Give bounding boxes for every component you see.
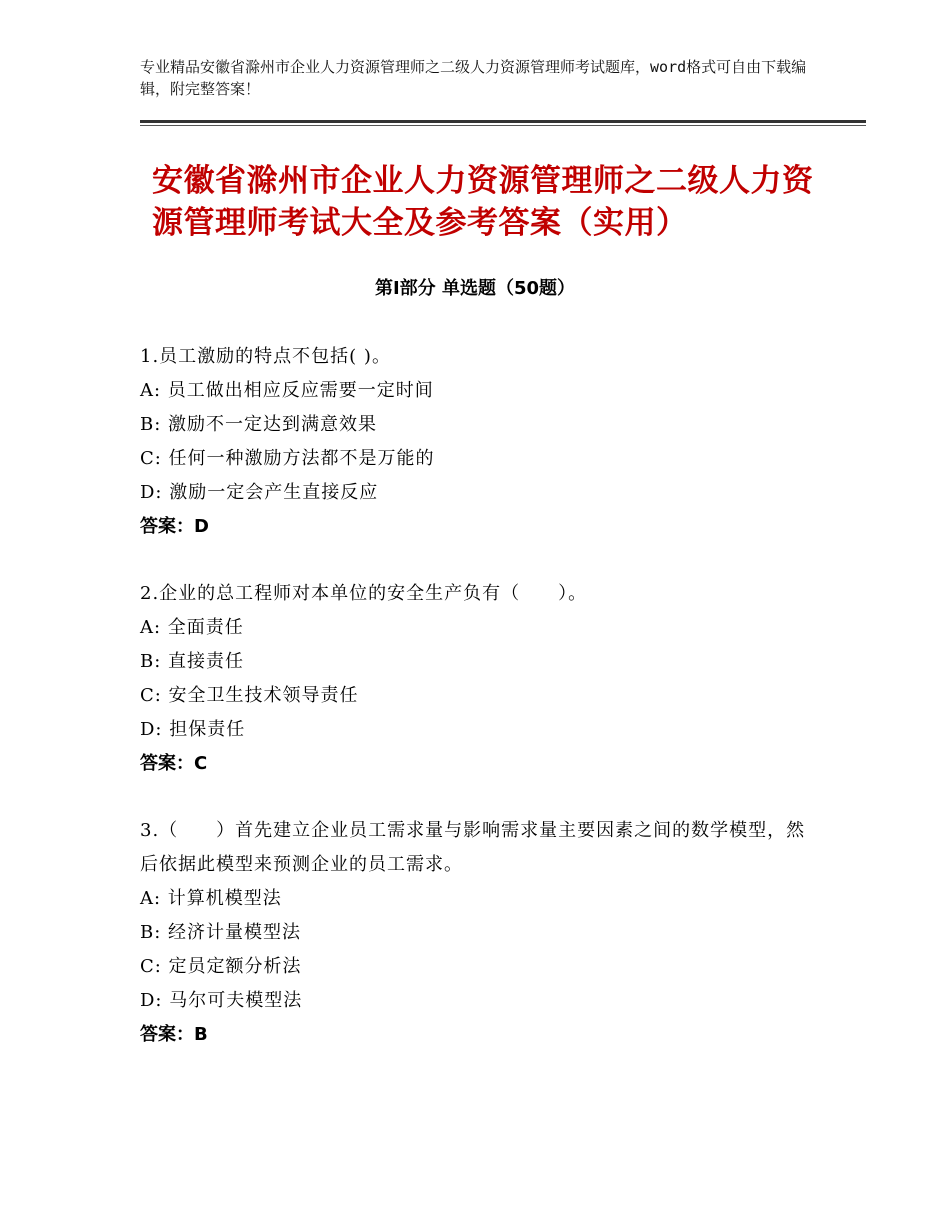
option-d: D: 马尔可夫模型法	[140, 990, 303, 1011]
document-title: 安徽省滁州市企业人力资源管理师之二级人力资源管理师考试大全及参考答案（实用）	[152, 163, 814, 241]
section-heading: 第Ⅰ部分 单选题（50题）	[374, 278, 575, 299]
question-stem: 2.企业的总工程师对本单位的安全生产负有（ ）。	[140, 583, 588, 604]
question-stem: 1.员工激励的特点不包括( )。	[140, 346, 391, 367]
question-3	[140, 814, 820, 1052]
option-d: D: 担保责任	[140, 719, 246, 740]
option-c: C: 定员定额分析法	[140, 956, 302, 977]
header-note: 专业精品安徽省滁州市企业人力资源管理师之二级人力资源管理师考试题库，word格式可自由下载编辑，附完整答案！	[140, 58, 807, 98]
option-c: C: 安全卫生技术领导责任	[140, 685, 359, 706]
option-b: B: 经济计量模型法	[140, 922, 302, 943]
header-divider-thin	[140, 125, 866, 126]
option-d: D: 激励一定会产生直接反应	[140, 482, 379, 503]
option-b: B: 激励不一定达到满意效果	[140, 414, 378, 435]
answer: 答案：C	[140, 753, 208, 774]
question-list	[140, 340, 820, 1085]
option-c: C: 任何一种激励方法都不是万能的	[140, 448, 435, 469]
question-2	[140, 577, 820, 781]
header-divider-thick	[140, 120, 866, 123]
answer: 答案：D	[140, 516, 209, 537]
option-a: A: 员工做出相应反应需要一定时间	[140, 380, 434, 401]
question-stem: 3.（ ）首先建立企业员工需求量与影响需求量主要因素之间的数学模型，然后依据此模型来预测企业的员工需求。	[140, 820, 806, 875]
question-1	[140, 340, 820, 544]
option-a: A: 计算机模型法	[140, 888, 282, 909]
option-b: B: 直接责任	[140, 651, 245, 672]
answer: 答案：B	[140, 1024, 208, 1045]
option-a: A: 全面责任	[140, 617, 244, 638]
